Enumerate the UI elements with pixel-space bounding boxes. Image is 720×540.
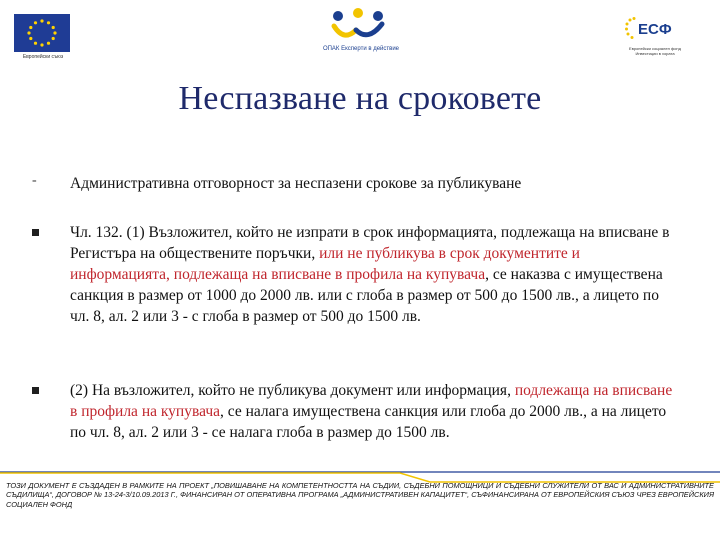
esf-label: ЕСФ (638, 21, 672, 38)
square-bullet-icon (32, 229, 39, 236)
esf-logo (624, 16, 684, 42)
header (0, 0, 720, 75)
opak-caption: ОПАК Експерти в действие (322, 46, 400, 52)
footer-disclaimer: ТОЗИ ДОКУМЕНТ Е СЪЗДАДЕН В РАМКИТЕ НА ПРОЕКТ „ПОВИШАВАНЕ НА КОМПЕТЕНТНОСТТА НА СЪДИИ, СЪДЕБНИ ПОМОЩНИЦИ И СЪДЕБНИ СЛУЖИТЕЛИ ОТ ВАС И АДМИНИСТРАТИВНИТЕ СЪДИЛИЩА“, ДОГОВОР № 13-24-3/10.09.2013 Г., ФИНАНСИРАН ОТ ОПЕРАТИВНА ПРОГРАМА „АДМИНИСТРАТИВЕН КАПАЦИТЕТ“, СЪФИНАНСИРАНА ОТ ЕВРОПЕЙСКИЯ СЪЮЗ ЧРЕЗ ЕВРОПЕЙСКИЯ СОЦИАЛЕН ФОНД (6, 481, 714, 509)
dash-bullet: - (32, 173, 37, 188)
text-part: (2) На възложител, който не публикува документ или информация, (70, 382, 515, 399)
square-bullet-icon (32, 387, 39, 394)
text-part: Чл. 132. (1) Възложител, който не изпрати в срок информацията, подлежаща на вписване в Регистъра на обществените поръчки, (70, 224, 670, 262)
eu-flag-logo (14, 14, 70, 52)
item-text (70, 380, 682, 443)
item-text: Административна отговорност за неспазени срокове за публикуване (70, 175, 522, 192)
eu-caption: Европейски съюз (22, 54, 64, 60)
item-text (70, 222, 682, 327)
opak-logo (330, 8, 386, 44)
text-part: , се налага имуществена санкция или глоба до 2000 лв., а на лицето по чл. 8, ал. 2 или 3 - се налага глоба в размер до 1500 лв. (70, 403, 667, 441)
text-part: , се наказва с имуществена санкция в размер от 1000 до 2000 лв. или с глоба в размер от 500 до 1500 лв., а лицето по чл. 8, ал. 2 или 3 - с глоба в размер от 500 до 1500 лв. (70, 266, 663, 325)
highlighted-text: подлежаща на вписване в профила на купувача (70, 382, 673, 420)
page-title: Неспазване на сроковете (178, 80, 542, 117)
highlighted-text: или не публикува в срок документите и информацията, подлежаща на вписване в профила на купувача (70, 245, 580, 283)
esf-caption: Европейски социален фонд Инвестиции в хората (629, 46, 681, 56)
